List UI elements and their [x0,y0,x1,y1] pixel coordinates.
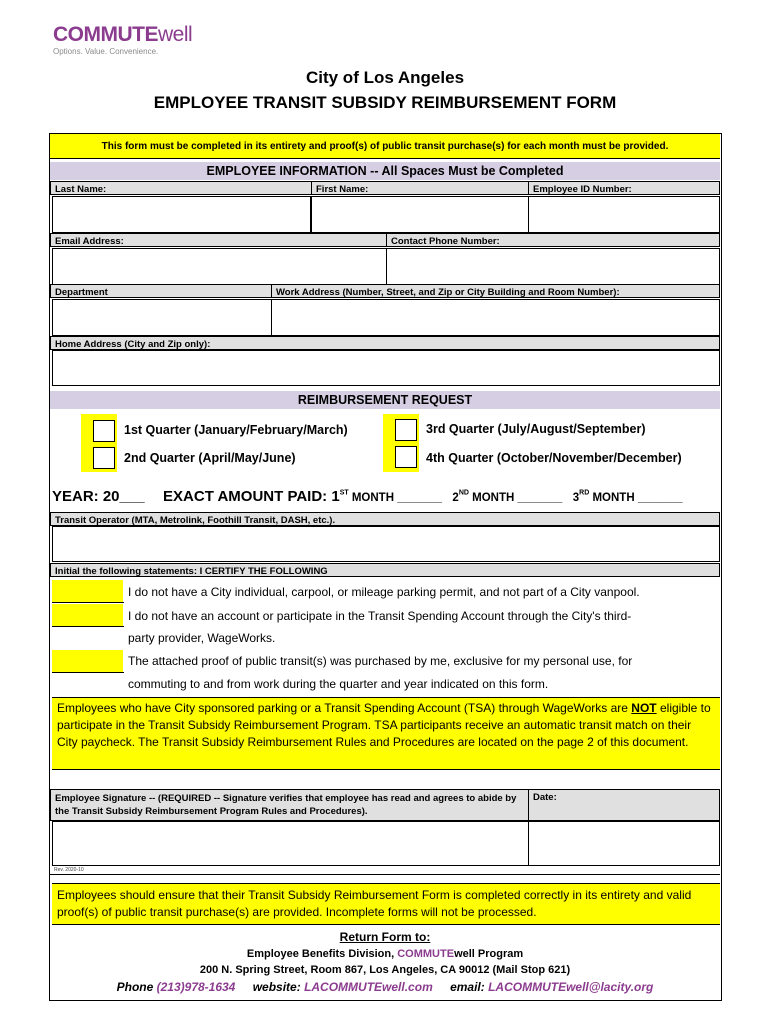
division-text: Employee Benefits Division, [246,948,398,960]
notice-text-b: eligible to participate in the Transit Subsidy Reimbursement Program. TSA participants receive an automatic transit match on their City paycheck. The Transit Subsidy Reimbursement Rules and Procedures are located on the page 2 of this document. [57,701,711,749]
home-address-label: Home Address (City and Zip only): [50,336,720,350]
statement-3a: The attached proof of public transit(s) was purchased by me, exclusive for my personal use, for [128,654,633,668]
phone-label-footer: Phone [116,980,157,994]
nd-sup: ND [458,489,469,497]
notice-not: NOT [631,701,657,715]
exact-amount-label: EXACT AMOUNT PAID: 1 [163,488,340,505]
initial-field-1[interactable] [52,580,123,602]
m2-num: 2 [452,492,459,504]
signature-field[interactable] [52,821,529,866]
employee-info-header-text: EMPLOYEE INFORMATION -- All Spaces Must be Completed [206,164,564,178]
last-name-field[interactable] [52,196,311,233]
month1-field[interactable]: MONTH _______ [348,492,442,504]
q4-label: 4th Quarter (October/November/December) [426,451,682,465]
department-field[interactable] [52,299,272,336]
form-title-city: City of Los Angeles [305,68,465,87]
email-field[interactable] [52,248,387,285]
return-info [50,930,720,994]
email-label: Email Address: [50,233,387,247]
transit-operator-field[interactable] [52,526,720,562]
st-sup: ST [339,489,349,497]
footer-contact [50,980,720,994]
initial-field-3[interactable] [52,650,123,672]
q1-checkbox[interactable] [93,420,115,442]
logo-tagline: Options. Value. Convenience. [53,47,159,56]
notice-text-a: Employees who have City sponsored parking or a Transit Spending Account (TSA) through WageWorks are [57,701,632,715]
work-address-field[interactable] [271,299,720,336]
month2-field[interactable]: MONTH _______ [468,492,563,504]
year-field[interactable]: YEAR: 20___ [52,488,145,505]
employee-id-field[interactable] [528,196,720,233]
footer-line-1 [50,948,720,960]
website-link[interactable]: LACOMMUTEwell.com [304,980,433,994]
signature-label: Employee Signature -- (REQUIRED -- Signature verifies that employee has read and agrees to abide by the Transit Subsidy Reimbursement Program Rules and Procedures). [50,789,529,821]
first-name-field[interactable] [311,196,529,233]
rd-sup: RD [579,489,590,497]
home-address-field[interactable] [52,350,720,386]
employee-info-header [50,162,720,180]
statement-2b: party provider, WageWorks. [128,631,276,645]
completeness-notice: Employees should ensure that their Transit Subsidy Reimbursement Form is completed correctly in its entirety and valid proof(s) of public transit purchase(s) are provided. Incomplete forms will not be processed. [52,883,720,925]
phone-number[interactable]: (213)978-1634 [156,980,236,994]
amount-row [52,488,720,508]
certify-label: Initial the following statements: I CERTIFY THE FOLLOWING [50,563,720,577]
date-label: Date: [528,789,720,821]
q1-label: 1st Quarter (January/February/March) [124,423,348,437]
tsa-eligibility-notice [52,697,720,770]
employee-id-label: Employee ID Number: [528,181,720,195]
q4-checkbox[interactable] [395,446,417,468]
division-well: well Program [454,948,524,960]
phone-field[interactable] [386,248,720,285]
statement-1: I do not have a City individual, carpool, or mileage parking permit, and not part of a City vanpool. [128,585,640,599]
banner-text: This form must be completed in its entirety and proof(s) of public transit purchase(s) for each month must be provided. [101,141,669,152]
logo-commute: COMMUTE [53,23,158,46]
date-field[interactable] [528,821,720,866]
month3-field[interactable]: MONTH _______ [589,492,683,504]
return-form-label: Return Form to: [339,930,431,944]
department-label: Department [50,284,272,298]
reimbursement-form [49,133,722,1001]
email-link[interactable]: LACOMMUTEwell@lacity.org [488,980,654,994]
revision-note: Rev. 2020-10 [54,867,84,873]
q3-checkbox[interactable] [395,419,417,441]
logo-well: well [158,23,193,46]
q2-checkbox[interactable] [93,447,115,469]
q3-label: 3rd Quarter (July/August/September) [426,422,646,436]
statement-2a: I do not have an account or participate in the Transit Spending Account through the City's third- [128,609,632,623]
transit-operator-label: Transit Operator (MTA, Metrolink, Foothill Transit, DASH, etc.). [50,512,720,526]
initial-field-2[interactable] [52,604,123,626]
form-title: EMPLOYEE TRANSIT SUBSIDY REIMBURSEMENT FORM [153,93,617,112]
division-commute: COMMUTE [397,948,455,960]
email-label-footer: email: [450,980,489,994]
work-address-label: Work Address (Number, Street, and Zip or City Building and Room Number): [271,284,720,298]
web-label: website: [252,980,305,994]
q2-label: 2nd Quarter (April/May/June) [124,451,296,465]
instructions-banner [50,134,720,159]
last-name-label: Last Name: [50,181,312,195]
statement-3b: commuting to and from work during the quarter and year indicated on this form. [128,677,549,691]
phone-label: Contact Phone Number: [386,233,720,247]
m3-num: 3 [572,492,580,504]
commutewell-logo [53,24,192,56]
footer-address: 200 N. Spring Street, Room 867, Los Angeles, CA 90012 (Mail Stop 621) [199,964,571,976]
reimbursement-header [50,391,720,409]
reimbursement-header-text: REIMBURSEMENT REQUEST [297,393,473,407]
first-name-label: First Name: [311,181,529,195]
